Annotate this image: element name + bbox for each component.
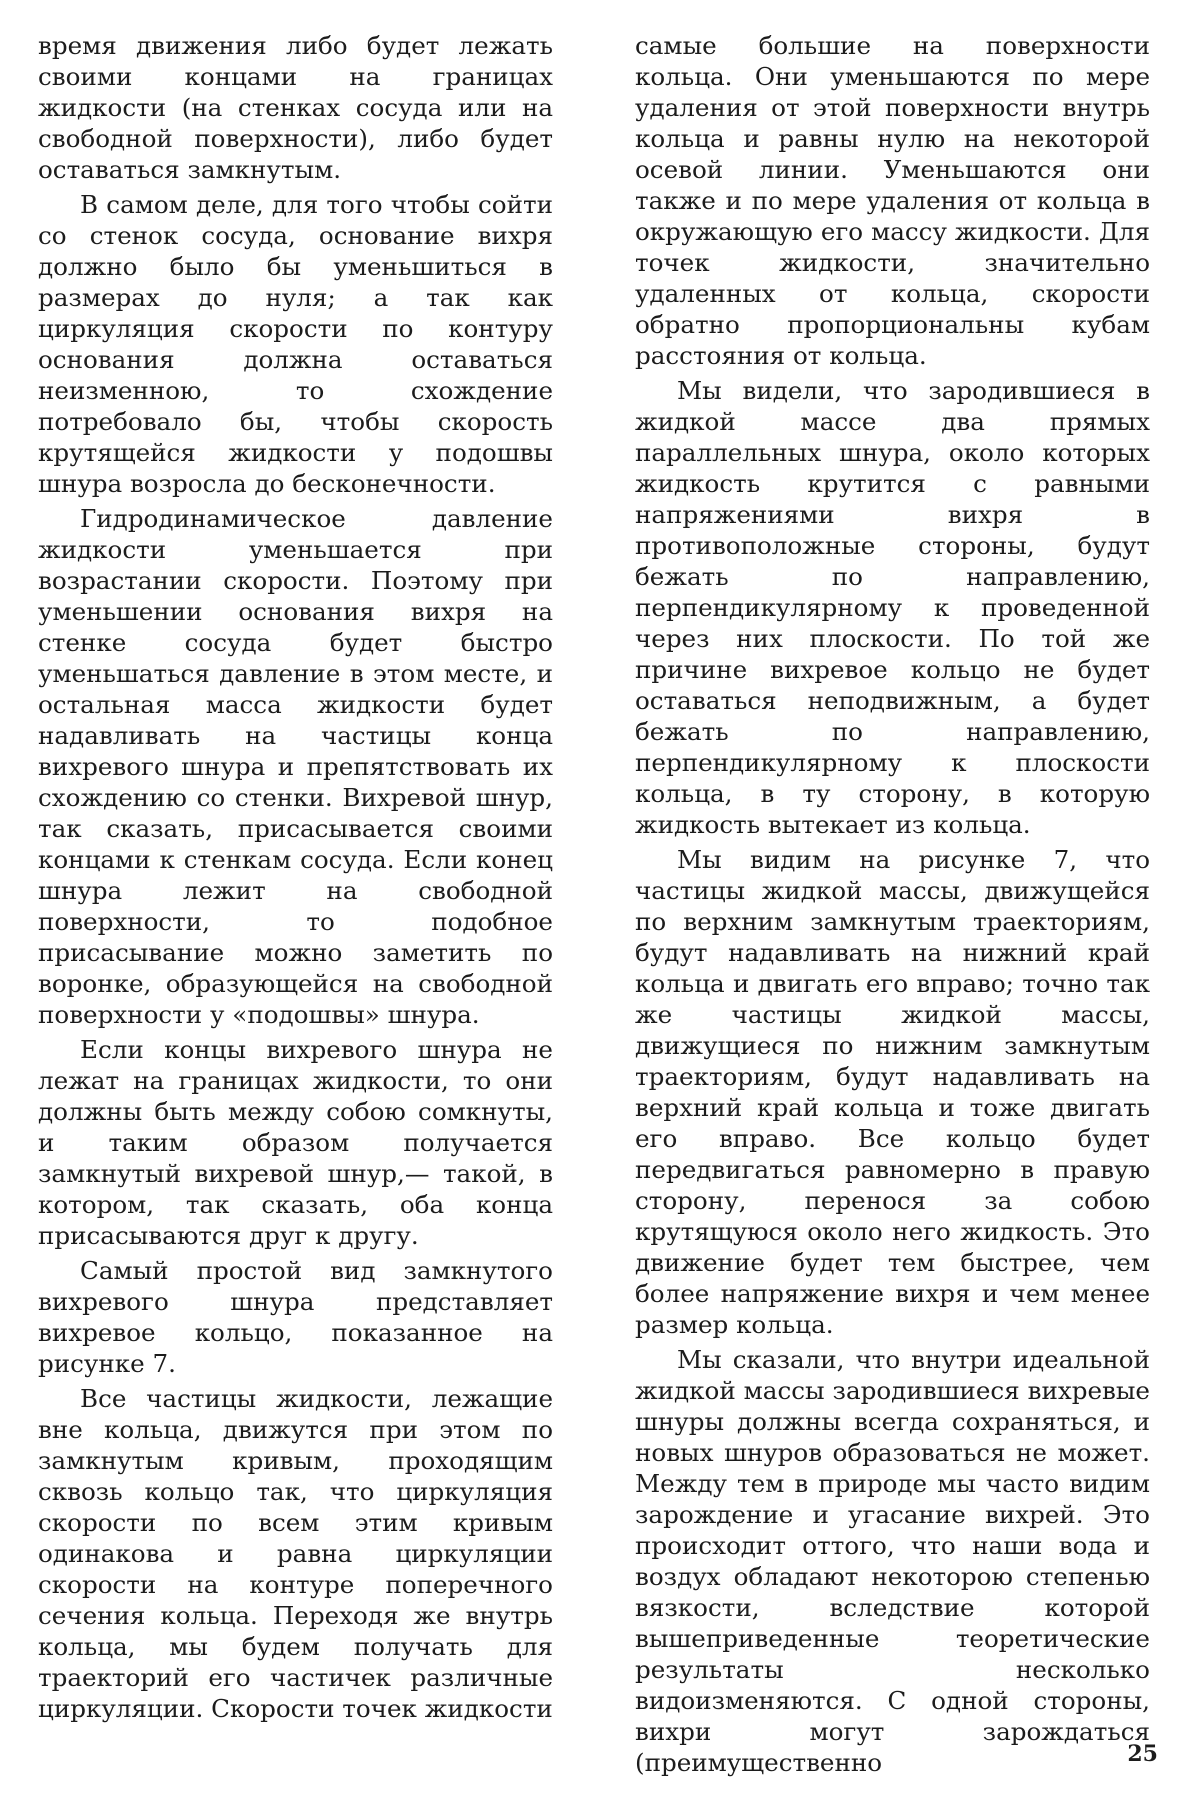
paragraph: Мы видели, что зародившиеся в жидкой массе два прямых параллельных шнура, около которых жидкость крутится с равными напряжениями вихря в противоположные стороны, будут бежать по направлению, перпендикулярному к проведенной через них плоскости. По той же причине вихревое кольцо не будет оставаться неподвижным, а будет бежать по направлению, перпендикулярному к плоскости кольца, в ту сторону, в которую жидкость вытекает из кольца. (635, 376, 1150, 839)
paragraph: В самом деле, для того чтобы сойти со стенок сосуда, основание вихря должно было бы уменьшиться в размерах до нуля; а так как циркуляция скорости по контуру основания должна оставаться неизменною, то схождение потребовало бы, чтобы скорость крутящейся жидкости у подошвы шнура возросла до бесконечности. (38, 190, 553, 498)
page-number: 25 (1127, 1741, 1158, 1767)
paragraph: Если концы вихревого шнура не лежат на границах жидкости, то они должны быть между собою сомкнуты, и таким образом получается замкнутый вихревой шнур,— такой, в котором, так сказать, оба конца присасываются друг к другу. (38, 1035, 553, 1250)
right-text-column (635, 30, 1150, 1782)
paragraph: Гидродинамическое давление жидкости уменьшается при возрастании скорости. Поэтому при уменьшении основания вихря на стенке сосуда будет быстро уменьшаться давление в этом месте, и остальная масса жидкости будет надавливать на частицы конца вихревого шнура и препятствовать их схождению со стенки. Вихревой шнур, так сказать, присасывается своими концами к стенкам сосуда. Если конец шнура лежит на свободной поверхности, то подобное присасывание можно заметить по воронке, образующейся на свободной поверхности у «подошвы» шнура. (38, 504, 553, 1029)
paragraph: самые большие на поверхности кольца. Они уменьшаются по мере удаления от этой поверхности внутрь кольца и равны нулю на некоторой осевой линии. Уменьшаются они также и по мере удаления от кольца в окружающую его массу жидкости. Для точек жидкости, значительно удаленных от кольца, скорости обратно пропорциональны кубам расстояния от кольца. (635, 31, 1150, 370)
paragraph: Самый простой вид замкнутого вихревого шнура представляет вихревое кольцо, показанное на рисунке 7. (38, 1256, 553, 1378)
paragraph: Мы видим на рисунке 7, что частицы жидкой массы, движущейся по верхним замкнутым траекториям, будут надавливать на нижний край кольца и двигать его вправо; точно так же частицы жидкой массы, движущиеся по нижним замкнутым траекториям, будут надавливать на верхний край кольца и тоже двигать его вправо. Все кольцо будет передвигаться равномерно в правую сторону, перенося за собою крутящуюся около него жидкость. Это движение будет тем быстрее, чем более напряжение вихря и чем менее размер кольца. (635, 845, 1150, 1339)
paragraph: Все частицы жидкости, лежащие вне кольца, движутся при этом по замкнутым кривым, проходящим сквозь кольцо так, что циркуляция скорости по всем этим кривым одинакова и равна циркуляции скорости на контуре поперечного сечения кольца. Переходя же внутрь кольца, мы будем получать для траекторий его частичек различные циркуляции. Скорости точек жидкости (38, 1384, 553, 1723)
paragraph: Мы сказали, что внутри идеальной жидкой массы зародившиеся вихревые шнуры должны всегда сохраняться, и новых шнуров образоваться не может. Между тем в природе мы часто видим зарождение и угасание вихрей. Это происходит оттого, что наши вода и воздух обладают некоторою степенью вязкости, вследствие которой вышеприведенные теоретические результаты несколько видоизменяются. С одной стороны, вихри могут зарождаться (преимущественно (635, 1345, 1150, 1777)
paragraph: время движения либо будет лежать своими концами на границах жидкости (на стенках сосуда или на свободной поверхности), либо будет оставаться замкнутым. (38, 31, 553, 184)
left-text-column (38, 30, 553, 1728)
